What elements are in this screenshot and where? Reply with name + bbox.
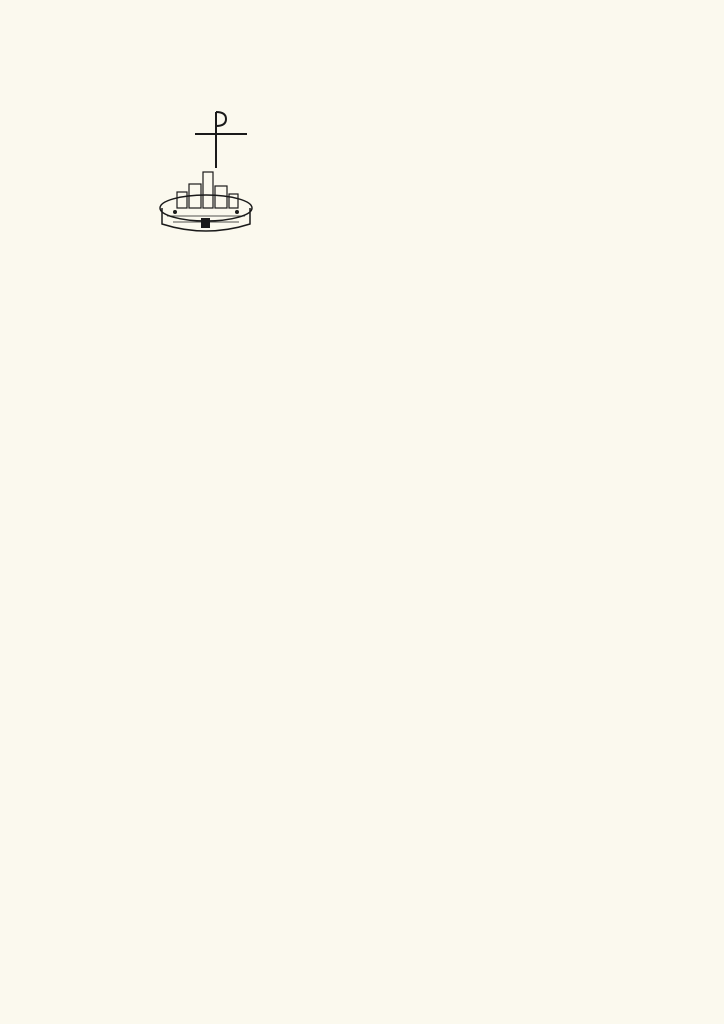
citadel-cross-emblem [155, 108, 257, 238]
pro-civitate-christiana-logo [155, 108, 257, 238]
book-spines-top-decoration [0, 0, 724, 100]
series-title [495, 105, 720, 127]
book-spines-bottom-decoration [0, 914, 724, 1024]
book-presentation [62, 402, 662, 446]
